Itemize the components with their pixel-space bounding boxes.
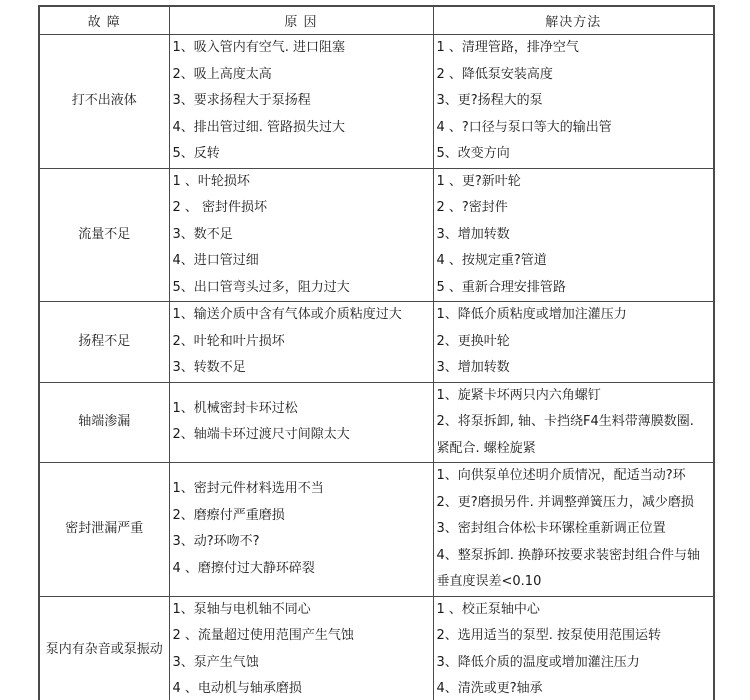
cause-cell <box>169 302 433 383</box>
cause-item: 2、吸上高度太高 <box>172 66 272 82</box>
solution-item: 2 、?密封件 <box>436 200 508 215</box>
fault-row <box>39 382 714 463</box>
solution-cell <box>433 35 714 169</box>
cause-item: 1、密封元件材料选用不当 <box>172 481 324 497</box>
fault-row <box>39 302 714 383</box>
solution-item: 1、向供泵单位述明介质情况，配适当动?环 <box>436 468 686 483</box>
solution-cell <box>433 168 714 302</box>
solution-item: 4、整泵拆卸. 换静环按要求装密封组合件与轴垂直度误差<0.10 <box>436 547 701 589</box>
solution-cell <box>433 463 714 597</box>
fault-cell: 打不出液体 <box>39 35 169 169</box>
solution-item: 1 、校正泵轴中心 <box>436 601 540 617</box>
fault-row <box>39 168 714 302</box>
fault-row <box>39 35 714 169</box>
cause-item: 3、转数不足 <box>172 360 246 375</box>
cause-item: 3、泵产生气蚀 <box>172 654 259 670</box>
cause-cell <box>169 382 433 463</box>
header-cause: 原 因 <box>169 6 433 35</box>
cause-item: 1、吸入管内有空气. 进口阻塞 <box>172 40 346 55</box>
cause-item: 3、动?环吻不? <box>172 534 260 550</box>
cause-item: 1、泵轴与电机轴不同心 <box>172 601 311 617</box>
cause-item: 2、叶轮和叶片损坏 <box>172 333 285 349</box>
cause-item: 3、数不足 <box>172 226 233 242</box>
cause-item: 2 、 密封件损坏 <box>172 200 268 215</box>
fault-row <box>39 596 714 700</box>
cause-item: 4 、电动机与轴承磨损 <box>172 681 302 696</box>
cause-item: 5、出口管弯头过多，阻力过大 <box>172 279 350 295</box>
solution-item: 3、降低介质的温度或增加灌注压力 <box>436 654 640 670</box>
solution-item: 5 、重新合理安排管路 <box>436 279 566 295</box>
solution-cell <box>433 382 714 463</box>
solution-item: 2、选用适当的泵型. 按泵使用范围运转 <box>436 628 662 643</box>
solution-item: 1、降低介质粘度或增加注灌压力 <box>436 307 627 322</box>
solution-item: 1 、清理管路，排净空气 <box>436 40 579 55</box>
cause-item: 4 、磨擦付过大静环碎裂 <box>172 560 315 576</box>
fault-cell: 轴端渗漏 <box>39 382 169 463</box>
cause-item: 2、轴端卡环过渡尺寸间隙太大 <box>172 427 350 443</box>
solution-item: 3、增加转数 <box>436 360 510 375</box>
cause-item: 5、反转 <box>172 146 220 161</box>
solution-item: 1、旋紧卡坏两只内六角螺钉 <box>436 387 601 403</box>
cause-cell <box>169 168 433 302</box>
header-fault: 故 障 <box>39 6 169 35</box>
cause-cell <box>169 463 433 597</box>
cause-item: 3、要求扬程大于泵扬程 <box>172 93 311 108</box>
cause-item: 1、机械密封卡环过松 <box>172 400 298 416</box>
fault-cell: 泵内有杂音或泵振动 <box>39 596 169 700</box>
fault-cell: 密封泄漏严重 <box>39 463 169 597</box>
fault-troubleshooting-table <box>38 5 715 700</box>
solution-item: 4、清洗或更?轴承 <box>436 681 543 696</box>
cause-item: 4、排出管过细. 管路损失过大 <box>172 119 346 135</box>
solution-item: 3、密封组合体松卡环镙栓重新调正位置 <box>436 521 666 536</box>
header-row <box>39 6 714 35</box>
fault-row <box>39 463 714 597</box>
header-solution: 解决方法 <box>433 6 714 35</box>
cause-item: 1、输送介质中含有气体或介质粘度过大 <box>172 307 402 322</box>
cause-item: 2 、流量超过使用范围产生气蚀 <box>172 628 354 643</box>
solution-item: 4 、按规定重?管道 <box>436 253 547 268</box>
solution-cell <box>433 596 714 700</box>
cause-cell <box>169 596 433 700</box>
solution-item: 5、改变方向 <box>436 146 510 161</box>
solution-item: 2 、降低泵安装高度 <box>436 66 553 82</box>
fault-cell: 扬程不足 <box>39 302 169 383</box>
solution-item: 1 、更?新叶轮 <box>436 173 521 189</box>
solution-item: 3、增加转数 <box>436 226 510 242</box>
fault-table-body <box>39 35 714 700</box>
cause-item: 4、进口管过细 <box>172 253 259 268</box>
solution-item: 3、更?扬程大的泵 <box>436 93 543 108</box>
solution-item: 4 、?口径与泵口等大的输出管 <box>436 119 612 135</box>
solution-item: 2、更换叶轮 <box>436 333 510 349</box>
cause-cell <box>169 35 433 169</box>
cause-item: 2、磨瘵付严重磨损 <box>172 507 285 523</box>
cause-item: 1 、叶轮损坏 <box>172 173 250 189</box>
solution-item: 2、更?磨损另件. 并调整弹簧压力，减少磨损 <box>436 494 694 510</box>
fault-cell: 流量不足 <box>39 168 169 302</box>
solution-item: 2、将泵拆卸, 轴、卡挡绕F4生料带薄膜数圈. 紧配合. 螺栓旋紧 <box>436 414 694 456</box>
solution-cell <box>433 302 714 383</box>
